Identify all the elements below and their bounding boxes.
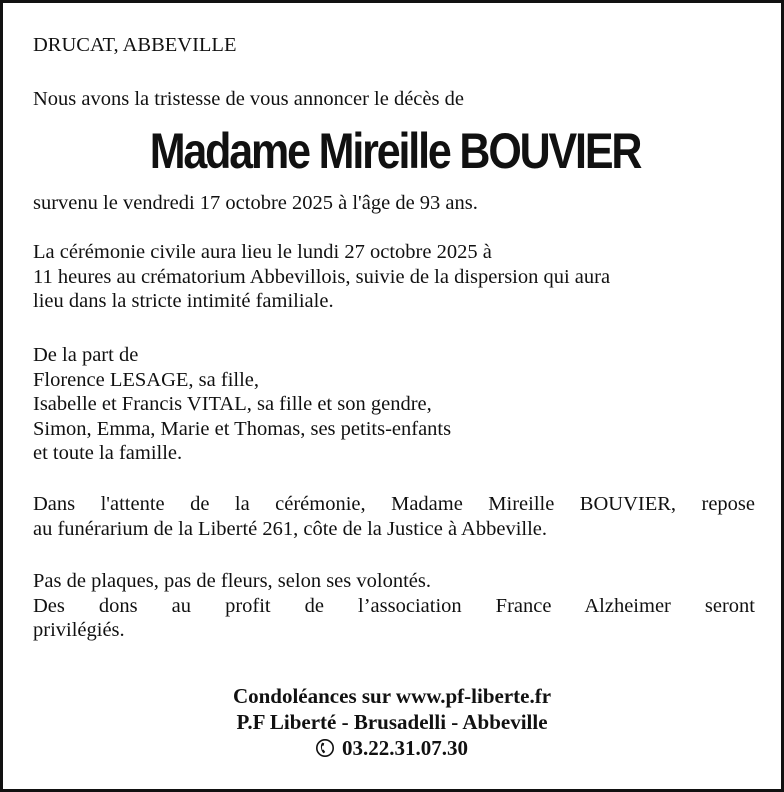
family-line: et toute la famille.	[33, 442, 183, 464]
family-line: Florence LESAGE, sa fille,	[33, 368, 260, 391]
intro-text: Nous avons la tristesse de vous annoncer le décès de	[33, 88, 464, 110]
location-text: DRUCAT, ABBEVILLE	[33, 34, 237, 56]
intro-line	[33, 87, 755, 112]
family-line: De la part de	[33, 344, 139, 366]
condolences-line: Condoléances sur www.pf-liberte.fr	[232, 684, 552, 708]
ceremony-line: lieu dans la stricte intimité familiale.	[33, 290, 334, 312]
wishes-line: Pas de plaques, pas de fleurs, selon ses volontés.	[33, 570, 431, 592]
wishes-line: privilégiés.	[33, 619, 125, 641]
family-line: Simon, Emma, Marie et Thomas, ses petits-enfants	[33, 417, 452, 440]
phone-number: 03.22.31.07.30	[342, 736, 468, 760]
repose-line: au funérarium de la Liberté 261, côte de la Justice à Abbeville.	[33, 517, 548, 540]
repose-paragraph	[33, 492, 755, 541]
family-paragraph	[33, 343, 755, 466]
phone-icon	[316, 738, 334, 758]
wishes-paragraph	[33, 569, 755, 643]
family-line: Isabelle et Francis VITAL, sa fille et son gendre,	[33, 393, 432, 415]
death-info-line	[33, 191, 755, 216]
ceremony-paragraph	[33, 240, 755, 314]
funeral-home-line: P.F Liberté - Brusadelli - Abbeville	[236, 710, 548, 734]
phone-line	[3, 735, 781, 761]
ceremony-line: 11 heures au crématorium Abbevillois, suivie de la dispersion qui aura	[33, 265, 611, 288]
death-info-text: survenu le vendredi 17 octobre 2025 à l'âge de 93 ans.	[33, 192, 478, 214]
footer-block	[3, 683, 781, 761]
repose-line: Dans l'attente de la cérémonie, Madame Mireille BOUVIER, repose	[33, 493, 755, 515]
ceremony-line: La cérémonie civile aura lieu le lundi 27 octobre 2025 à	[33, 241, 492, 263]
location-line	[33, 33, 755, 58]
wishes-line: Des dons au profit de l’association France Alzheimer seront	[33, 594, 755, 617]
deceased-name: Madame Mireille BOUVIER	[149, 123, 641, 179]
